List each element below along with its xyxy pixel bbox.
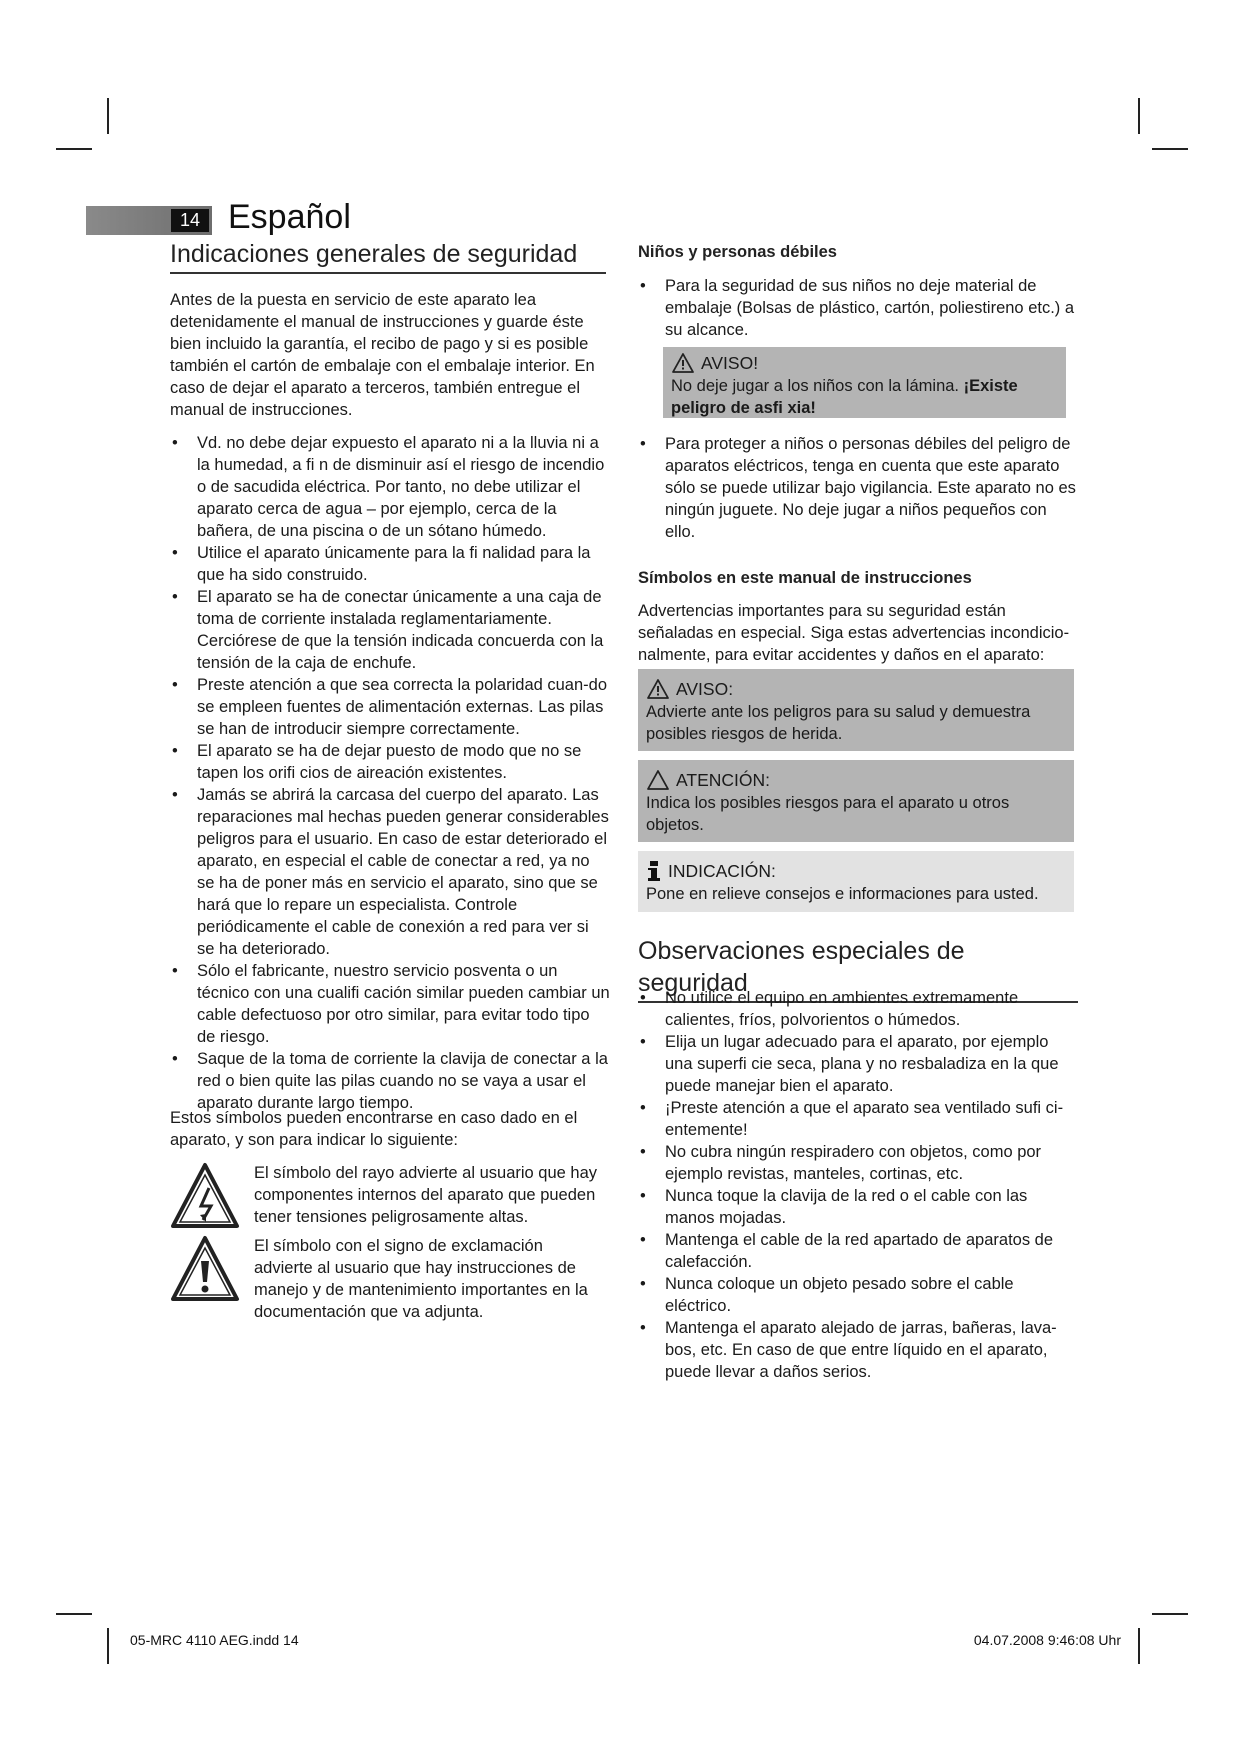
- aviso-title-row: [646, 677, 1068, 701]
- lightning-warning-icon: [170, 1162, 240, 1232]
- indicacion-box: [638, 851, 1074, 912]
- warning-title-row: [671, 351, 1060, 375]
- list-item: • Vd. no debe dejar expuesto el aparato ni a la lluvia ni a la humedad, a fi n de disminuir así el riesgo de incendio o de sacudida eléctrica. Por tanto, no debe utilizar el aparato cerca de agua – por ejemplo, cerca de la bañera, de una piscina o de un sótano húmedo.: [170, 432, 610, 542]
- crop-mark: [1138, 1628, 1140, 1664]
- general-safety-list: [170, 432, 610, 1114]
- list-item: • Utilice el aparato únicamente para la fi nalidad para la que ha sido construido.: [170, 542, 610, 586]
- crop-mark: [56, 148, 92, 150]
- exclamation-warning-icon: [170, 1235, 240, 1305]
- footer-file-name: 05-MRC 4110 AEG.indd 14: [130, 1632, 299, 1648]
- special-safety-list: [638, 987, 1078, 1383]
- list-item: • El aparato se ha de conectar únicamente a una caja de toma de corriente instalada reglamentariamente. Cerciórese de que la tensión indicada concuerda con la tensión de la caja de enchufe.: [170, 586, 610, 674]
- warning-triangle-icon: [646, 678, 670, 700]
- list-item: • El aparato se ha de dejar puesto de modo que no se tapen los orifi cios de aireación existentes.: [170, 740, 610, 784]
- list-item: • Para proteger a niños o personas débiles del peligro de aparatos eléctricos, tenga en cuenta que este aparato sólo se puede utilizar bajo vigilancia. Este aparato no es ningún juguete. No deje jugar a niños pequeños con ello.: [638, 433, 1078, 543]
- list-item: • Mantenga el aparato alejado de jarras, bañeras, lava-bos, etc. En caso de que entre líquido en el aparato, puede llevar a daños serios.: [638, 1317, 1078, 1383]
- page-number: 14: [171, 209, 209, 232]
- list-item: • Para la seguridad de sus niños no deje material de embalaje (Bolsas de plástico, cartón, poliestireno etc.) a su alcance.: [638, 275, 1078, 341]
- children-list-2: [638, 433, 1078, 543]
- list-item: • Jamás se abrirá la carcasa del cuerpo del aparato. Las reparaciones mal hechas pueden generar considerables peligros para el usuario. En caso de estar deteriorado el aparato, en especial el cable de conectar a red, ya no se ha de poner más en servicio el aparato, sino que se hará que lo repare un especialista. Controle periódicamente el cable de conexión a red para ver si se ha deteriorado.: [170, 784, 610, 960]
- list-item: • Preste atención a que sea correcta la polaridad cuan-do se empleen fuentes de alimentación externas. Las pilas se han de introducir siempre correctamente.: [170, 674, 610, 740]
- caution-triangle-icon: [646, 769, 670, 791]
- exclamation-symbol-row: [170, 1235, 606, 1323]
- list-item: • No utilice el equipo en ambientes extremamente calientes, fríos, polvorientos o húmedos.: [638, 987, 1078, 1031]
- atencion-box: [638, 760, 1074, 842]
- intro-paragraph: Antes de la puesta en servicio de este aparato lea detenidamente el manual de instrucciones y guarde éste bien incluido la garantía, el recibo de pago y si es posible también el cartón de embalaje con el embalaje interior. En caso de dejar el aparato a terceros, también entregue el manual de instrucciones.: [170, 291, 595, 419]
- crop-mark: [1138, 98, 1140, 134]
- warning-bold-text: ¡Existe peligro de asfi xia!: [671, 377, 1018, 417]
- symbols-manual-intro: Advertencias importantes para su seguridad están señaladas en especial. Siga estas advertencias incondicio-nalmente, para evitar accidentes y daños en el aparato:: [638, 602, 1070, 664]
- warning-title: AVISO!: [701, 353, 759, 373]
- crop-mark: [1152, 148, 1188, 150]
- list-item: • Nunca coloque un objeto pesado sobre el cable eléctrico.: [638, 1273, 1078, 1317]
- symbols-heading: Símbolos en este manual de instrucciones: [638, 569, 972, 587]
- atencion-text: Indica los posibles riesgos para el aparato u otros objetos.: [646, 794, 1010, 834]
- list-item: • Mantenga el cable de la red apartado de aparatos de calefacción.: [638, 1229, 1078, 1273]
- symbols-intro: Estos símbolos pueden encontrarse en caso dado en el aparato, y son para indicar lo siguiente:: [170, 1109, 578, 1149]
- warning-box-suffocation: [663, 347, 1066, 418]
- indicacion-text: Pone en relieve consejos e informaciones para usted.: [646, 885, 1039, 903]
- language-title: Español: [228, 198, 351, 236]
- list-item: • ¡Preste atención a que el aparato sea ventilado sufi ci-entemente!: [638, 1097, 1078, 1141]
- crop-mark: [107, 1628, 109, 1664]
- indicacion-title-row: [646, 859, 1068, 883]
- warning-text: No deje jugar a los niños con la lámina. ¡Existe peligro de asfi xia!: [671, 377, 1018, 417]
- lightning-symbol-row: [170, 1162, 606, 1232]
- exclamation-symbol-text: El símbolo con el signo de exclamación advierte al usuario que hay instrucciones de manejo y de mantenimiento importantes en la documentación que va adjunta.: [254, 1237, 588, 1321]
- list-item: • Nunca toque la clavija de la red o el cable con las manos mojadas.: [638, 1185, 1078, 1229]
- footer-datetime: 04.07.2008 9:46:08 Uhr: [973, 1632, 1121, 1648]
- aviso-text: Advierte ante los peligros para su salud y demuestra posibles riesgos de herida.: [646, 703, 1031, 743]
- aviso-title: AVISO:: [676, 679, 734, 699]
- section-title-general-safety: Indicaciones generales de seguridad: [170, 238, 606, 274]
- list-item: • Saque de la toma de corriente la clavija de conectar a la red o bien quite las pilas cuando no se vaya a usar el aparato durante largo tiempo.: [170, 1048, 610, 1114]
- children-list-1: [638, 275, 1078, 341]
- section-title-special-safety: Observaciones especiales de seguridad: [638, 935, 1078, 1003]
- list-item: • No cubra ningún respiradero con objetos, como por ejemplo revistas, manteles, cortinas, etc.: [638, 1141, 1078, 1185]
- atencion-title-row: [646, 768, 1068, 792]
- crop-mark: [1152, 1613, 1188, 1615]
- children-heading: Niños y personas débiles: [638, 243, 837, 261]
- lightning-symbol-text: El símbolo del rayo advierte al usuario que hay componentes internos del aparato que pueden tener tensiones peligrosamente altas.: [254, 1164, 598, 1226]
- warning-triangle-icon: [671, 352, 695, 374]
- list-item: • Elija un lugar adecuado para el aparato, por ejemplo una superfi cie seca, plana y no resbaladiza en la que puede manejar bien el aparato.: [638, 1031, 1078, 1097]
- atencion-title: ATENCIÓN:: [676, 770, 770, 790]
- crop-mark: [107, 98, 109, 134]
- indicacion-title: INDICACIÓN:: [668, 861, 776, 881]
- list-item: • Sólo el fabricante, nuestro servicio posventa o un técnico con una cualifi cación similar pueden cambiar un cable defectuoso por otro similar, para evitar todo tipo de riesgo.: [170, 960, 610, 1048]
- info-icon: [646, 860, 662, 882]
- aviso-box: [638, 669, 1074, 751]
- crop-mark: [56, 1613, 92, 1615]
